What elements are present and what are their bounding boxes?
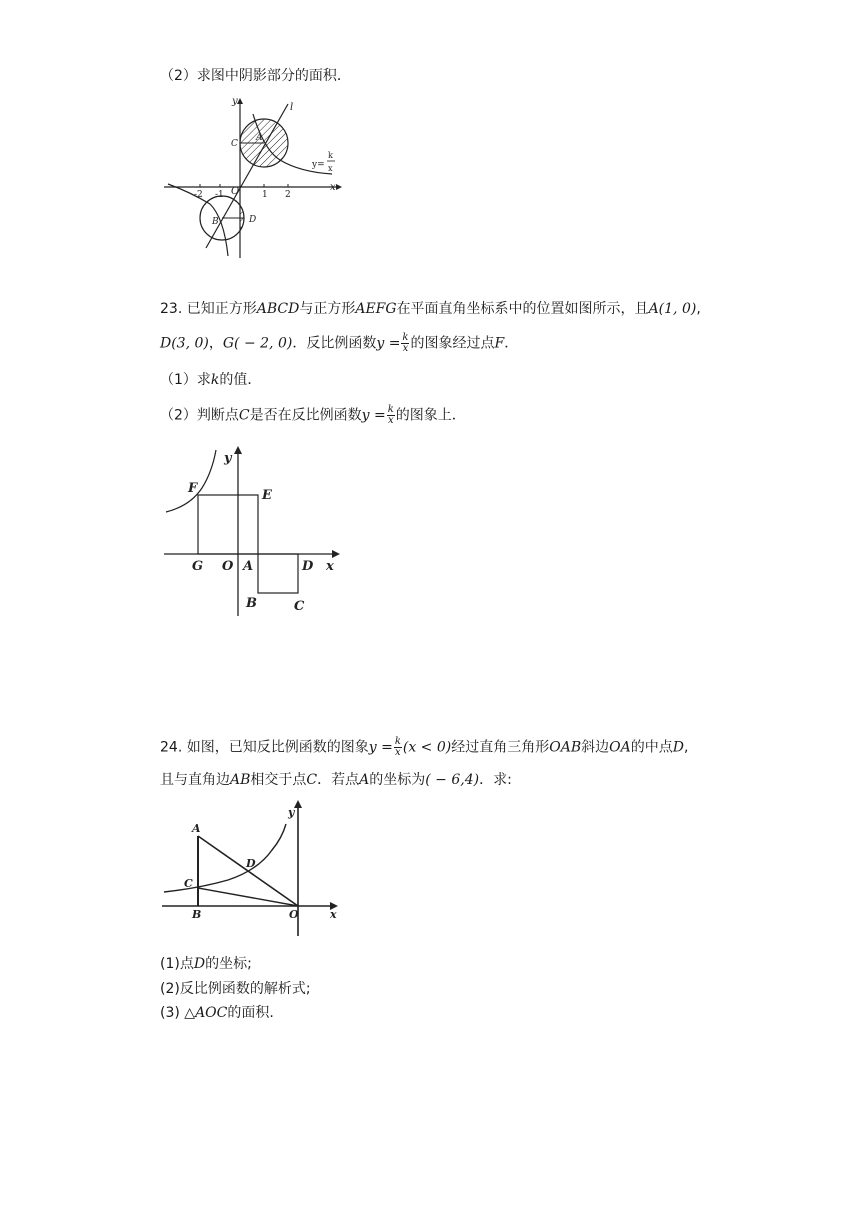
- q23-p1a: （1）求: [160, 372, 211, 388]
- q22-curve-x: x: [328, 164, 333, 173]
- q23-label-O: O: [222, 559, 234, 574]
- q23-label-x: x: [326, 559, 334, 574]
- q24-AB: AB: [230, 772, 251, 788]
- q23-l2a: ，: [208, 335, 223, 352]
- q23-square-AEFG: [198, 495, 258, 554]
- q24-l2a: 且与直角边: [160, 772, 230, 788]
- q23-l1a: 23. 已知正方形: [160, 301, 257, 317]
- q23-G-point: G( − 2, 0): [222, 335, 293, 352]
- q24-s1a: (1)点: [160, 956, 194, 972]
- q22-y-arrow: [237, 98, 243, 104]
- q24-segment-OC: [198, 888, 298, 906]
- q22-part2: [160, 66, 351, 86]
- q23-part2: [160, 405, 466, 426]
- q24-l1b: 经过直角三角形: [451, 739, 550, 756]
- q24-s2: (2)反比例函数的解析式;: [160, 981, 311, 997]
- q22-label-D: D: [249, 215, 257, 225]
- q23-l1d: ,: [696, 301, 701, 317]
- q22-tick-m2: -2: [194, 190, 203, 200]
- q23-p2b: 是否在反比例函数: [249, 407, 362, 424]
- q23-label-y: y: [224, 451, 232, 466]
- q23-part1: [160, 370, 261, 390]
- q23-label-F: F: [188, 481, 198, 496]
- q24-hyperbola: [164, 824, 286, 892]
- q24-s1D: D: [193, 956, 206, 972]
- q23-frac-x: x: [402, 343, 409, 354]
- q22-tick-m1: -1: [215, 190, 224, 200]
- q23-label-A: A: [243, 559, 254, 574]
- q23-square-ABCD: [258, 554, 298, 593]
- q23-label-E: E: [262, 488, 272, 503]
- q24-sub2: [160, 979, 311, 999]
- q24-l2e: ．求:: [479, 772, 512, 788]
- q24-s1b: 的坐标;: [205, 956, 252, 972]
- q23-p2C: C: [238, 407, 250, 424]
- q22-part2-text: （2）求图中阴影部分的面积．: [160, 68, 351, 84]
- q23-l2d: ．: [504, 335, 519, 352]
- q23-p2c: 的图象上．: [395, 407, 466, 424]
- q24-figure: [160, 800, 345, 942]
- q24-l1e: ,: [683, 739, 689, 756]
- q24-y-arrow: [294, 800, 302, 808]
- q24-A-coord: ( − 6,4): [425, 772, 480, 788]
- q24-yeq: y =: [368, 739, 393, 756]
- q23-p2a: （2）判断点: [160, 407, 239, 424]
- q24-label-A: A: [192, 822, 201, 835]
- q23-label-B: B: [246, 596, 257, 611]
- q23-p2-frac-k: k: [387, 404, 394, 415]
- q22-label-C: C: [231, 139, 238, 149]
- q22-label-O: O: [231, 186, 240, 197]
- q23-l1b: 与正方形: [299, 301, 356, 317]
- q23-A-point: A(1, 0): [648, 301, 697, 317]
- q22-label-A: A: [256, 133, 263, 143]
- q23-p1k: k: [210, 372, 220, 388]
- q23-p2-frac-x: x: [387, 415, 394, 426]
- q23-p1b: 的值．: [219, 372, 262, 388]
- q24-label-y: y: [288, 806, 295, 819]
- q23-l2b: ．反比例函数: [292, 335, 377, 352]
- q22-curve-label: y=: [312, 160, 325, 170]
- q23-y-arrow: [234, 446, 242, 454]
- q23-yeq: y =: [376, 335, 401, 352]
- q23-label-G: G: [192, 559, 204, 574]
- q24-label-x: x: [330, 908, 337, 921]
- q24-OAB: OAB: [549, 739, 582, 756]
- q24-l1c: 斜边: [581, 739, 610, 756]
- q23-label-C: C: [294, 599, 305, 614]
- q24-l2d: 的坐标为: [369, 772, 426, 788]
- q24-s3b: 的面积.: [227, 1005, 274, 1021]
- q24-sub3: [160, 1003, 274, 1023]
- q24-label-O: O: [289, 908, 299, 921]
- q24-fraction: [394, 737, 402, 758]
- q24-OA: OA: [609, 739, 631, 756]
- q24-A: A: [359, 772, 370, 788]
- q23-p2-yeq: y =: [361, 407, 386, 424]
- q23-line1: [160, 299, 701, 319]
- q24-C: C: [306, 772, 318, 788]
- q22-tick-2: 2: [285, 190, 291, 200]
- q22-label-l: l: [290, 102, 294, 113]
- q23-fraction: [401, 333, 409, 354]
- q23-F: F: [494, 335, 505, 352]
- q22-curve-k: k: [328, 151, 333, 160]
- q24-label-D: D: [246, 857, 256, 870]
- q24-l2b: 相交于点: [250, 772, 307, 788]
- q23-x-arrow: [332, 550, 340, 558]
- q24-s3a: (3) △: [160, 1005, 196, 1021]
- q24-l1d: 的中点: [630, 739, 673, 756]
- q23-D-point: D(3, 0): [160, 335, 209, 352]
- q24-label-B: B: [192, 908, 202, 921]
- q24-line2: [160, 770, 512, 790]
- q22-x-arrow: [336, 184, 342, 190]
- q24-l1a: 24. 如图，已知反比例函数的图象: [160, 739, 369, 756]
- q23-line2: [160, 333, 518, 354]
- q24-D: D: [672, 739, 684, 756]
- q23-frac-k: k: [402, 332, 409, 343]
- q24-l2c: ．若点: [317, 772, 360, 788]
- q24-s3-AOC: AOC: [195, 1005, 228, 1021]
- q24-line1: [160, 737, 688, 758]
- q24-condition: (x < 0): [402, 739, 452, 756]
- q22-label-x: x: [330, 182, 336, 193]
- q24-sub1: [160, 954, 252, 974]
- q23-l1c: 在平面直角坐标系中的位置如图所示，且: [396, 301, 649, 317]
- q24-frac-k: k: [394, 736, 401, 747]
- q22-tick-1: 1: [262, 190, 268, 200]
- q23-p2-fraction: [387, 405, 395, 426]
- q22-label-B: B: [212, 217, 219, 227]
- q24-label-C: C: [184, 877, 193, 890]
- q23-aefg: AEFG: [355, 301, 397, 317]
- q22-figure: [160, 96, 345, 261]
- q22-label-y: y: [232, 96, 238, 107]
- q23-figure: [160, 444, 345, 616]
- q23-abcd: ABCD: [256, 301, 300, 317]
- q23-l2c: 的图象经过点: [410, 335, 495, 352]
- q24-frac-x: x: [395, 747, 401, 758]
- q23-label-D: D: [302, 559, 314, 574]
